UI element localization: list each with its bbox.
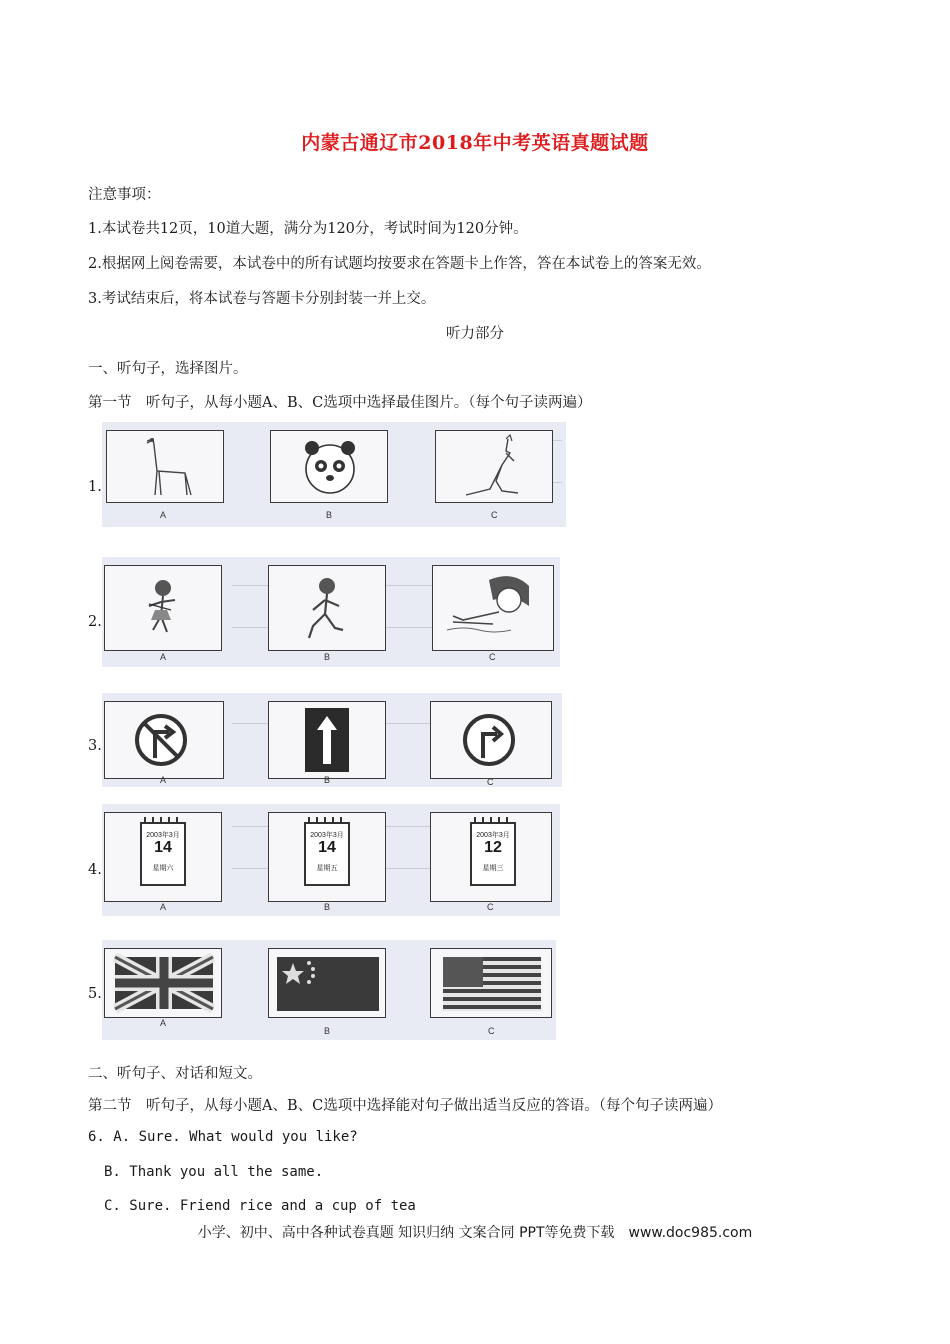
q6-option-a: 6. A. Sure. What would you like? (88, 1129, 358, 1145)
question-3-images (102, 693, 562, 787)
choice-label-b: B (326, 510, 333, 520)
girl-playing-violin-image (104, 565, 222, 651)
calendar-14-saturday-image (104, 812, 222, 902)
calendar-day: 14 (154, 839, 172, 856)
choice-label-c: C (488, 1026, 495, 1036)
section2-instruction: 第二节 听句子，从每小题A、B、C选项中选择能对句子做出适当反应的答语。（每个句子读两遍） (88, 1098, 722, 1114)
calendar-month: 2003年3月 (310, 832, 344, 839)
choice-label-b: B (324, 775, 331, 785)
note-item-1: 1.本试卷共12页，10道大题，满分为120分，考试时间为120分钟。 (88, 221, 528, 237)
no-right-turn-sign-image (104, 701, 224, 779)
choice-label-a: A (160, 902, 167, 912)
calendar-day: 14 (318, 839, 336, 856)
turn-right-sign-image (430, 701, 552, 779)
giraffe-image (106, 430, 224, 503)
footer-banner: 小学、初中、高中各种试卷真题 知识归纳 文案合同 PPT等免费下载 www.doc985.com (197, 1225, 753, 1241)
listening-part-title: 听力部分 (446, 326, 504, 342)
note-item-2: 2.根据网上阅卷需要，本试卷中的所有试题均按要求在答题卡上作答，答在本试卷上的答案无效。 (88, 256, 711, 272)
question-number-2: 2. (88, 614, 102, 630)
calendar-weekday: 星期六 (152, 864, 174, 872)
section1-title: 一、听句子，选择图片。 (88, 361, 248, 377)
calendar-weekday: 星期三 (482, 864, 504, 872)
notes-heading: 注意事项： (88, 187, 161, 203)
question-number-4: 4. (88, 862, 102, 878)
choice-label-b: B (324, 652, 331, 662)
choice-label-b: B (324, 902, 331, 912)
girl-swimming-image (432, 565, 554, 651)
calendar-month: 2003年3月 (146, 832, 180, 839)
choice-label-c: C (487, 777, 494, 787)
straight-ahead-sign-image (268, 701, 386, 779)
question-5-images (102, 940, 556, 1040)
question-2-images (102, 557, 560, 667)
china-flag-image (268, 948, 386, 1018)
kangaroo-image (435, 430, 553, 503)
choice-label-a: A (160, 775, 167, 785)
calendar-14-friday-image (268, 812, 386, 902)
uk-flag-image (104, 948, 222, 1018)
section2-title: 二、听句子、对话和短文。 (88, 1066, 262, 1082)
usa-flag-image (430, 948, 552, 1018)
choice-label-c: C (487, 902, 494, 912)
section1-instruction: 第一节 听句子，从每小题A、B、C选项中选择最佳图片。（每个句子读两遍） (88, 395, 592, 411)
panda-image (270, 430, 388, 503)
choice-label-c: C (491, 510, 498, 520)
note-item-3: 3.考试结束后，将本试卷与答题卡分别封装一并上交。 (88, 291, 436, 307)
question-1-images (102, 422, 566, 527)
calendar-weekday: 星期五 (316, 864, 338, 872)
choice-label-b: B (324, 1026, 331, 1036)
question-number-5: 5. (88, 986, 102, 1002)
question-number-3: 3. (88, 738, 102, 754)
q6-option-c: C. Sure. Friend rice and a cup of tea (104, 1198, 416, 1214)
q6-option-b: B. Thank you all the same. (104, 1164, 324, 1180)
choice-label-a: A (160, 652, 167, 662)
choice-label-a: A (160, 510, 167, 520)
question-number-1: 1. (88, 479, 102, 495)
calendar-day: 12 (484, 839, 502, 856)
choice-label-a: A (160, 1018, 167, 1028)
calendar-month: 2003年3月 (476, 832, 510, 839)
question-4-images (102, 804, 560, 916)
calendar-12-wednesday-image (430, 812, 552, 902)
girl-running-image (268, 565, 386, 651)
page-title: 内蒙古通辽市2018年中考英语真题试题 (301, 132, 649, 154)
choice-label-c: C (489, 652, 496, 662)
